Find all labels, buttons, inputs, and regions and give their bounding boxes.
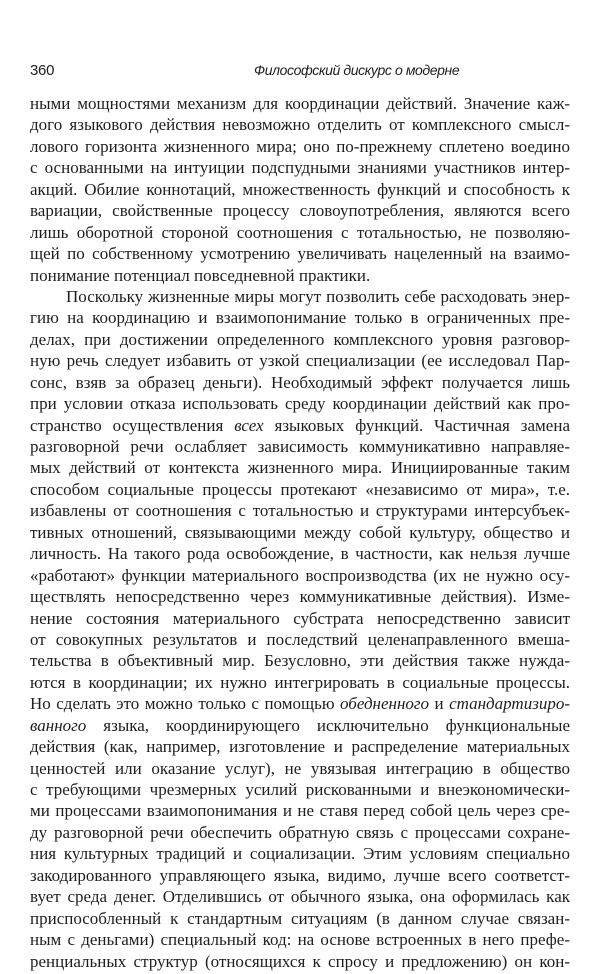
running-head-title: Философский дискурс о модерне <box>254 62 460 78</box>
text-line: при условии отказа использовать среду координации действий как про- <box>30 394 570 414</box>
text-line: от совокупных результатов и последствий целенаправленного вмеша- <box>30 629 570 649</box>
text-line: тивных отношений, связывающими между собой культуру, общество и <box>30 522 570 542</box>
text-line: гию на координацию и взаимопонимание только в ограниченных пре- <box>30 308 570 328</box>
text-line: с требующими чрезмерных усилий рискованными и внеэкономически- <box>30 780 570 799</box>
text-line: закодированного управляющего языка, видимо, лучше всего соответст- <box>30 865 570 885</box>
text-line: ществлять непосредственно через коммуникативные действия). Изме- <box>30 587 570 607</box>
text-line: акций. Обилие коннотаций, множественность функций и способность к <box>30 179 570 199</box>
text-line: Поскольку жизненные миры могут позволить себе расходовать энер- <box>66 286 570 306</box>
text-line: ются в координации; их нужно интегрировать в социальные процессы. <box>30 672 570 692</box>
text-line: с основанными на интуиции подспудными знаниями участников интер- <box>30 158 570 178</box>
text-line: дого языкового действия невозможно отделить от комплексного смысл- <box>30 115 570 135</box>
text-line: щей по собственному усмотрению увеличивать нацеленный на взаимо- <box>30 244 570 264</box>
text-line: разговорной речи ослабляет зависимость коммуникативно направляе- <box>30 437 570 456</box>
text-line: «работают» функции материального воспроизводства (их не нужно осу- <box>30 565 570 585</box>
text-line: ценностей или оказание услуг), не увязывая интеграцию в общество <box>30 758 570 778</box>
text-line: действия (как, например, изготовление и распределение материальных <box>30 737 570 757</box>
text-line: ным с деньгами) специальный код: на основе встроенных в него префе- <box>30 930 570 950</box>
paragraph-2 <box>30 286 570 972</box>
text-line: вует среда денег. Отделившись от обычного языка, она оформилась как <box>30 887 570 907</box>
italic-emphasis: обедненного <box>340 694 430 714</box>
text-run: странство осуществления <box>30 415 235 435</box>
text-line: ную речь следует избавить от узкой специализации (ее исследовал Пар- <box>30 351 570 371</box>
text-line: приспособленный к стандартным ситуациям (в данном случае связан- <box>30 908 570 928</box>
text-line: сонс, взяв за образец деньги). Необходимый эффект получается лишь <box>30 372 570 392</box>
italic-emphasis: стандартизиро- <box>449 694 570 714</box>
text-line <box>30 693 570 714</box>
text-line: ми процессами взаимопонимания и не ставя перед собой цель через сре- <box>30 801 570 821</box>
text-line <box>30 415 570 436</box>
text-line: делах, при достижении определенного комплексного уровня разговор- <box>30 329 570 349</box>
text-run: языковых функций. Частичная замена <box>263 415 570 435</box>
italic-emphasis: всех <box>234 415 264 435</box>
italic-emphasis: ванного <box>30 715 87 735</box>
text-line: ными мощностями механизм для координации действий. Значение каж- <box>30 94 570 113</box>
page-number: 360 <box>30 62 55 79</box>
text-run: и <box>429 694 450 714</box>
text-line: способом социальные процессы протекают «независимо от мира», т.е. <box>30 479 570 499</box>
body-text <box>30 93 570 972</box>
text-line: нение состояния материального субстрата непосредственно зависит <box>30 608 570 628</box>
text-line: мых действий от контекста жизненного мира. Инициированные таким <box>30 458 570 478</box>
text-line <box>30 715 570 736</box>
text-line: лишь оборотной стороной соотношения с тотальностью, не позволяю- <box>30 222 570 242</box>
text-line: лового горизонта жизненного мира; оно по-прежнему сплетено воедино <box>30 136 570 156</box>
paragraph-1 <box>30 93 570 286</box>
text-line: вариации, свойственные процессу словоупотребления, являются всего <box>30 201 570 221</box>
text-line: тельства в объективный мир. Безусловно, эти действия также нужда- <box>30 651 570 671</box>
running-head <box>30 62 570 86</box>
text-line: ду разговорной речи обеспечить обратную связь с процессами сохране- <box>30 822 570 842</box>
text-line: ния культурных традиций и социализации. Этим условиям специально <box>30 844 570 864</box>
text-line: ренциальных структур (относящихся к спросу и предложению) он кон- <box>30 951 570 971</box>
text-line: личность. На такого рода освобождение, в частности, как нельзя лучше <box>30 544 570 564</box>
text-line: избавлены от соотношения с тотальностью и структурами интерсубъек- <box>30 501 570 521</box>
text-run: языка, координирующего исключительно функциональные <box>86 715 570 735</box>
text-run: Но сделать это можно только с помощью <box>30 694 340 714</box>
text-line: понимание потенциал повседневной практики. <box>30 265 371 285</box>
